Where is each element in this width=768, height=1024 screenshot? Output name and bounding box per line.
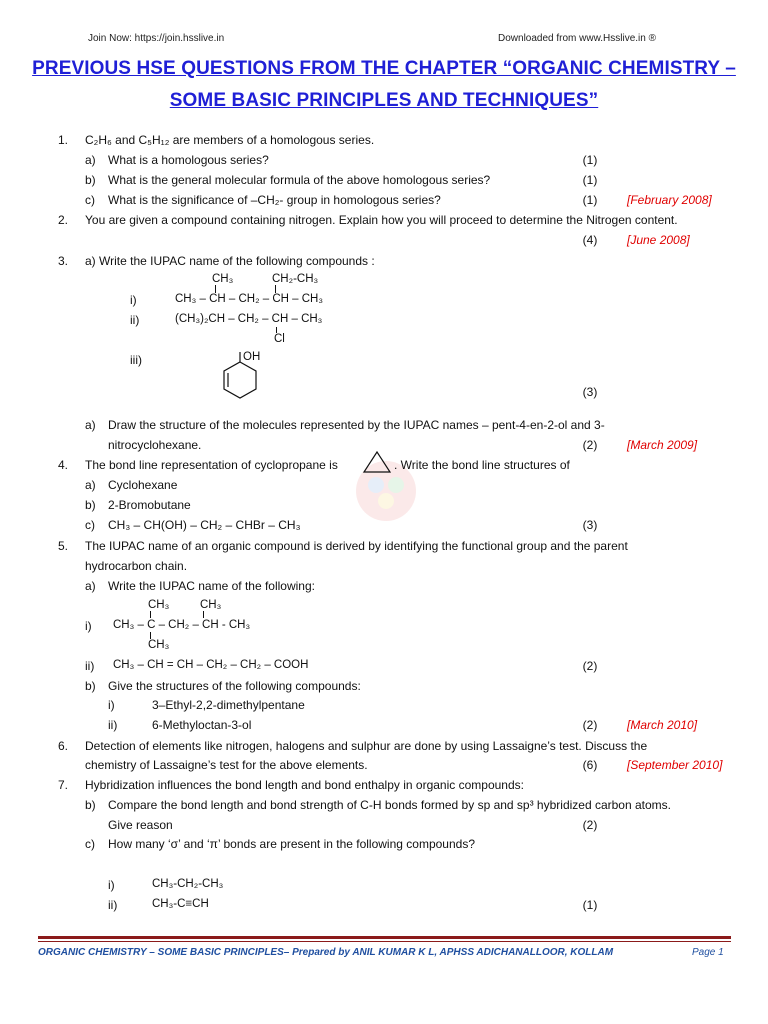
q2-exam-date: [June 2008] [627, 233, 690, 247]
q5a-label: a) [85, 579, 96, 593]
q5i-bottom-ch3: CH₃ [148, 639, 170, 651]
q4b-label: b) [85, 498, 96, 512]
page-title-line2: SOME BASIC PRINCIPLES AND TECHNIQUES” [169, 90, 599, 111]
q5i-formula: CH₃ – C – CH₂ – CH - CH₃ [113, 619, 251, 631]
q3-exam-date: [March 2009] [627, 438, 698, 452]
q5i-top-ch3-b: CH₃ [200, 599, 222, 611]
q5i-top-ch3-a: CH₃ [148, 599, 170, 611]
q5a-text: Write the IUPAC name of the following: [108, 579, 315, 593]
q7c-marks: (1) [582, 898, 598, 912]
q3-number: 3. [57, 254, 68, 268]
q5i-label: i) [85, 619, 92, 633]
q1a-label: a) [85, 153, 96, 167]
q2-marks: (4) [582, 233, 598, 247]
q5b-marks: (2) [582, 718, 598, 732]
q5-text-line1: The IUPAC name of an organic compound is derived by identifying the functional group and the parent [85, 539, 628, 553]
q5bi-label: i) [108, 698, 115, 712]
q5-text-line2: hydrocarbon chain. [85, 559, 188, 573]
q5-exam-date: [March 2010] [627, 718, 698, 732]
q1b-label: b) [85, 173, 96, 187]
q6-marks: (6) [582, 758, 598, 772]
q3iii-label: iii) [130, 353, 142, 367]
q5b-label: b) [85, 679, 96, 693]
q7ci-formula: CH₃-CH₂-CH₃ [152, 878, 224, 890]
footer-credit: ORGANIC CHEMISTRY – SOME BASIC PRINCIPLES– Prepared by ANIL KUMAR K L, APHSS ADICHANALLOOR, KOLLAM [38, 947, 614, 958]
q3a-text-line2: nitrocyclohexane. [108, 438, 202, 452]
q1a-marks: (1) [582, 153, 598, 167]
bond-line [150, 611, 151, 618]
q5bi-text: 3–Ethyl-2,2-dimethylpentane [152, 698, 305, 712]
q7c-label: c) [85, 837, 95, 851]
q7cii-formula: CH₃-C≡CH [152, 898, 209, 910]
q3a-text-line1: Draw the structure of the molecules represented by the IUPAC names – pent-4-en-2-ol and 3- [108, 418, 605, 432]
q3ii-label: ii) [130, 313, 140, 327]
q6-text-line2: chemistry of Lassaigne’s test for the above elements. [85, 758, 368, 772]
q3ii-chloro: Cl [274, 333, 285, 345]
bond-line [215, 285, 216, 293]
q1b-marks: (1) [582, 173, 598, 187]
q1c-text: What is the significance of –CH₂- group in homologous series? [108, 193, 441, 207]
q1-text: C₂H₆ and C₅H₁₂ are members of a homologous series. [85, 133, 375, 147]
q5bii-text: 6-Methyloctan-3-ol [152, 718, 252, 732]
q3i-formula: CH₃ – CH – CH₂ – CH – CH₃ [175, 293, 324, 305]
q7b-text-line1: Compare the bond length and bond strength of C-H bonds formed by sp and sp³ hybridized carbon atoms. [108, 798, 671, 812]
page-number: Page 1 [692, 947, 724, 958]
q7c-text: How many ‘σ’ and ‘π’ bonds are present in the following compounds? [108, 837, 475, 851]
q5a-marks: (2) [582, 659, 598, 673]
q2-text: You are given a compound containing nitrogen. Explain how you will proceed to determine the Nitrogen content. [85, 213, 678, 227]
page-title-line1: PREVIOUS HSE QUESTIONS FROM THE CHAPTER “ORGANIC CHEMISTRY – [32, 58, 736, 79]
q3i-branch-ch3: CH₃ [212, 273, 234, 285]
bond-line [203, 611, 204, 618]
q4-text-start: The bond line representation of cyclopropane is [85, 458, 338, 472]
q3i-branch-ethyl: CH₂-CH₃ [272, 273, 319, 285]
q1a-text: What is a homologous series? [108, 153, 269, 167]
q4-number: 4. [57, 458, 68, 472]
q2-number: 2. [57, 213, 68, 227]
q4c-text: CH₃ – CH(OH) – CH₂ – CHBr – CH₃ [108, 518, 301, 532]
q3iii-hydroxyl: OH [243, 351, 261, 363]
q4a-text: Cyclohexane [108, 478, 178, 492]
q5-number: 5. [57, 539, 68, 553]
q4a-label: a) [85, 478, 96, 492]
q3ii-formula: (CH₃)₂CH – CH₂ – CH – CH₃ [175, 313, 323, 325]
q3a-label: a) [85, 418, 96, 432]
q6-exam-date: [September 2010] [627, 758, 723, 772]
q4c-label: c) [85, 518, 95, 532]
cyclopropane-triangle-icon [362, 450, 392, 474]
bond-line [150, 632, 151, 639]
q5bii-label: ii) [108, 718, 118, 732]
q5b-text: Give the structures of the following compounds: [108, 679, 361, 693]
q1-number: 1. [57, 133, 68, 147]
q7b-text-line2: Give reason [108, 818, 173, 832]
q6-text-line1: Detection of elements like nitrogen, halogens and sulphur are done by using Lassaigne’s test. Discuss the [85, 739, 648, 753]
q3i-label: i) [130, 293, 137, 307]
q7b-label: b) [85, 798, 96, 812]
q4b-text: 2-Bromobutane [108, 498, 191, 512]
q3a-marks: (2) [582, 438, 598, 452]
q5ii-label: ii) [85, 659, 95, 673]
join-link[interactable]: Join Now: https://join.hsslive.in [88, 33, 225, 44]
footer-rule [38, 936, 731, 939]
q3-text: a) Write the IUPAC name of the following compounds : [85, 254, 375, 268]
q7-number: 7. [57, 778, 68, 792]
bond-line [275, 285, 276, 293]
q1c-label: c) [85, 193, 95, 207]
q7-text: Hybridization influences the bond length and bond enthalpy in organic compounds: [85, 778, 524, 792]
download-link[interactable]: Downloaded from www.Hsslive.in ® [498, 33, 656, 44]
q1b-text: What is the general molecular formula of the above homologous series? [108, 173, 491, 187]
footer-rule-thin [38, 941, 731, 942]
q7ci-label: i) [108, 878, 115, 892]
q4-text-end: . Write the bond line structures of [394, 458, 570, 472]
q3-marks: (3) [582, 385, 598, 399]
q7cii-label: ii) [108, 898, 118, 912]
q1-exam-date: [February 2008] [627, 193, 712, 207]
q7b-marks: (2) [582, 818, 598, 832]
q6-number: 6. [57, 739, 68, 753]
q5ii-formula: CH₃ – CH = CH – CH₂ – CH₂ – COOH [113, 659, 309, 671]
q1c-marks: (1) [582, 193, 598, 207]
q4-marks: (3) [582, 518, 598, 532]
